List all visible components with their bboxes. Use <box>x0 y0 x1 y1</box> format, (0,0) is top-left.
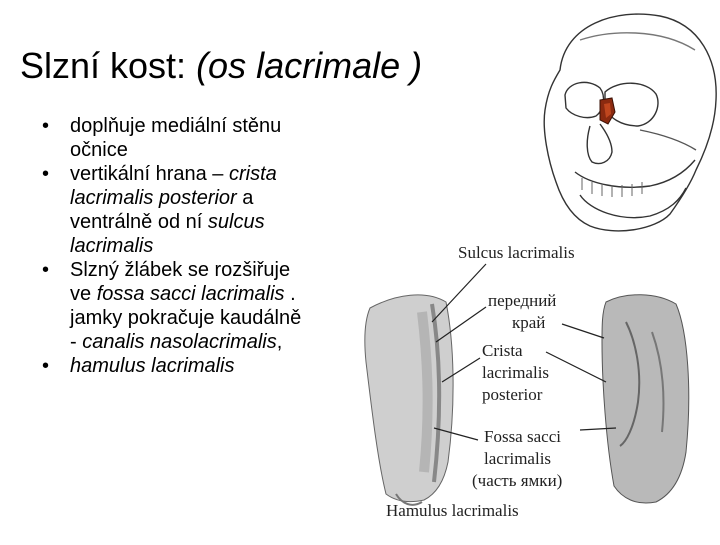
latin-term: crista <box>228 163 277 185</box>
nasal-cavity <box>587 124 612 164</box>
bone-lateral-view <box>602 295 689 503</box>
pointer-crista-right <box>546 352 606 382</box>
bullet-line <box>70 354 340 378</box>
skull-drawing <box>520 0 720 240</box>
bullet-line <box>70 258 340 282</box>
bullet-line <box>70 114 340 138</box>
cheek-bone <box>640 130 696 150</box>
bullet-text: ve <box>70 283 97 305</box>
jaw <box>575 160 695 187</box>
latin-term: lacrimalis <box>70 235 154 257</box>
label-crista-1: Crista <box>482 341 523 360</box>
bullet-dot: • <box>42 259 50 281</box>
title-latin: (os lacrimale ) <box>196 45 423 86</box>
bullet-item <box>40 354 340 378</box>
latin-term: canalis nasolacrimalis <box>82 331 277 353</box>
bullet-line <box>70 186 340 210</box>
bullet-dot: • <box>42 115 50 137</box>
bullet-item <box>40 162 340 258</box>
bullet-text: . <box>284 283 296 305</box>
title-main: Slzní kost: <box>20 45 197 86</box>
left-orbit <box>565 82 603 117</box>
label-fossa-3: (часть ямки) <box>472 471 563 490</box>
slide-title <box>20 42 422 90</box>
label-crista-3: posterior <box>482 385 543 404</box>
label-hamulus: Hamulus lacrimalis <box>386 501 519 520</box>
bullet-text: doplňuje mediální stěnu <box>70 115 282 137</box>
skull-illustration <box>520 0 720 240</box>
label-anterior-2: край <box>512 313 546 332</box>
bullet-line <box>70 138 340 162</box>
bullet-line <box>70 282 340 306</box>
bullet-text: očnice <box>70 139 128 161</box>
bullet-item <box>40 114 340 162</box>
bullet-line <box>70 234 340 258</box>
cranial-lines <box>580 33 695 50</box>
pointer-anterior-edge-right <box>562 324 604 338</box>
bullet-list <box>40 114 340 378</box>
bullet-line <box>70 330 340 354</box>
label-fossa-1: Fossa sacci <box>484 427 561 446</box>
label-fossa-2: lacrimalis <box>484 449 552 468</box>
bullet-item <box>40 258 340 354</box>
bullet-text: ventrálně od ní <box>70 211 208 233</box>
latin-term: lacrimalis posterior <box>70 187 237 209</box>
bullet-text: Slzný žlábek se rozšiřuje <box>70 259 291 281</box>
sulcus-shadow <box>422 312 428 472</box>
bullet-text: , <box>276 331 283 353</box>
lacrimal-bone-illustration <box>336 232 720 540</box>
label-sulcus: Sulcus lacrimalis <box>458 243 575 262</box>
bullet-text: vertikální hrana – <box>70 163 229 185</box>
label-crista-2: lacrimalis <box>482 363 550 382</box>
latin-term: sulcus <box>207 211 265 233</box>
latin-term: fossa sacci lacrimalis <box>96 283 285 305</box>
latin-term: hamulus lacrimalis <box>70 355 235 377</box>
label-anterior-1: передний <box>488 291 557 310</box>
bullet-text: jamky pokračuje kaudálně <box>70 307 302 329</box>
bullet-line <box>70 210 340 234</box>
bullet-line <box>70 306 340 330</box>
bullet-text: - <box>70 331 83 353</box>
bullet-dot: • <box>42 163 50 185</box>
bullet-line <box>70 162 340 186</box>
bullet-text: a <box>236 187 254 209</box>
bullet-dot: • <box>42 355 50 377</box>
